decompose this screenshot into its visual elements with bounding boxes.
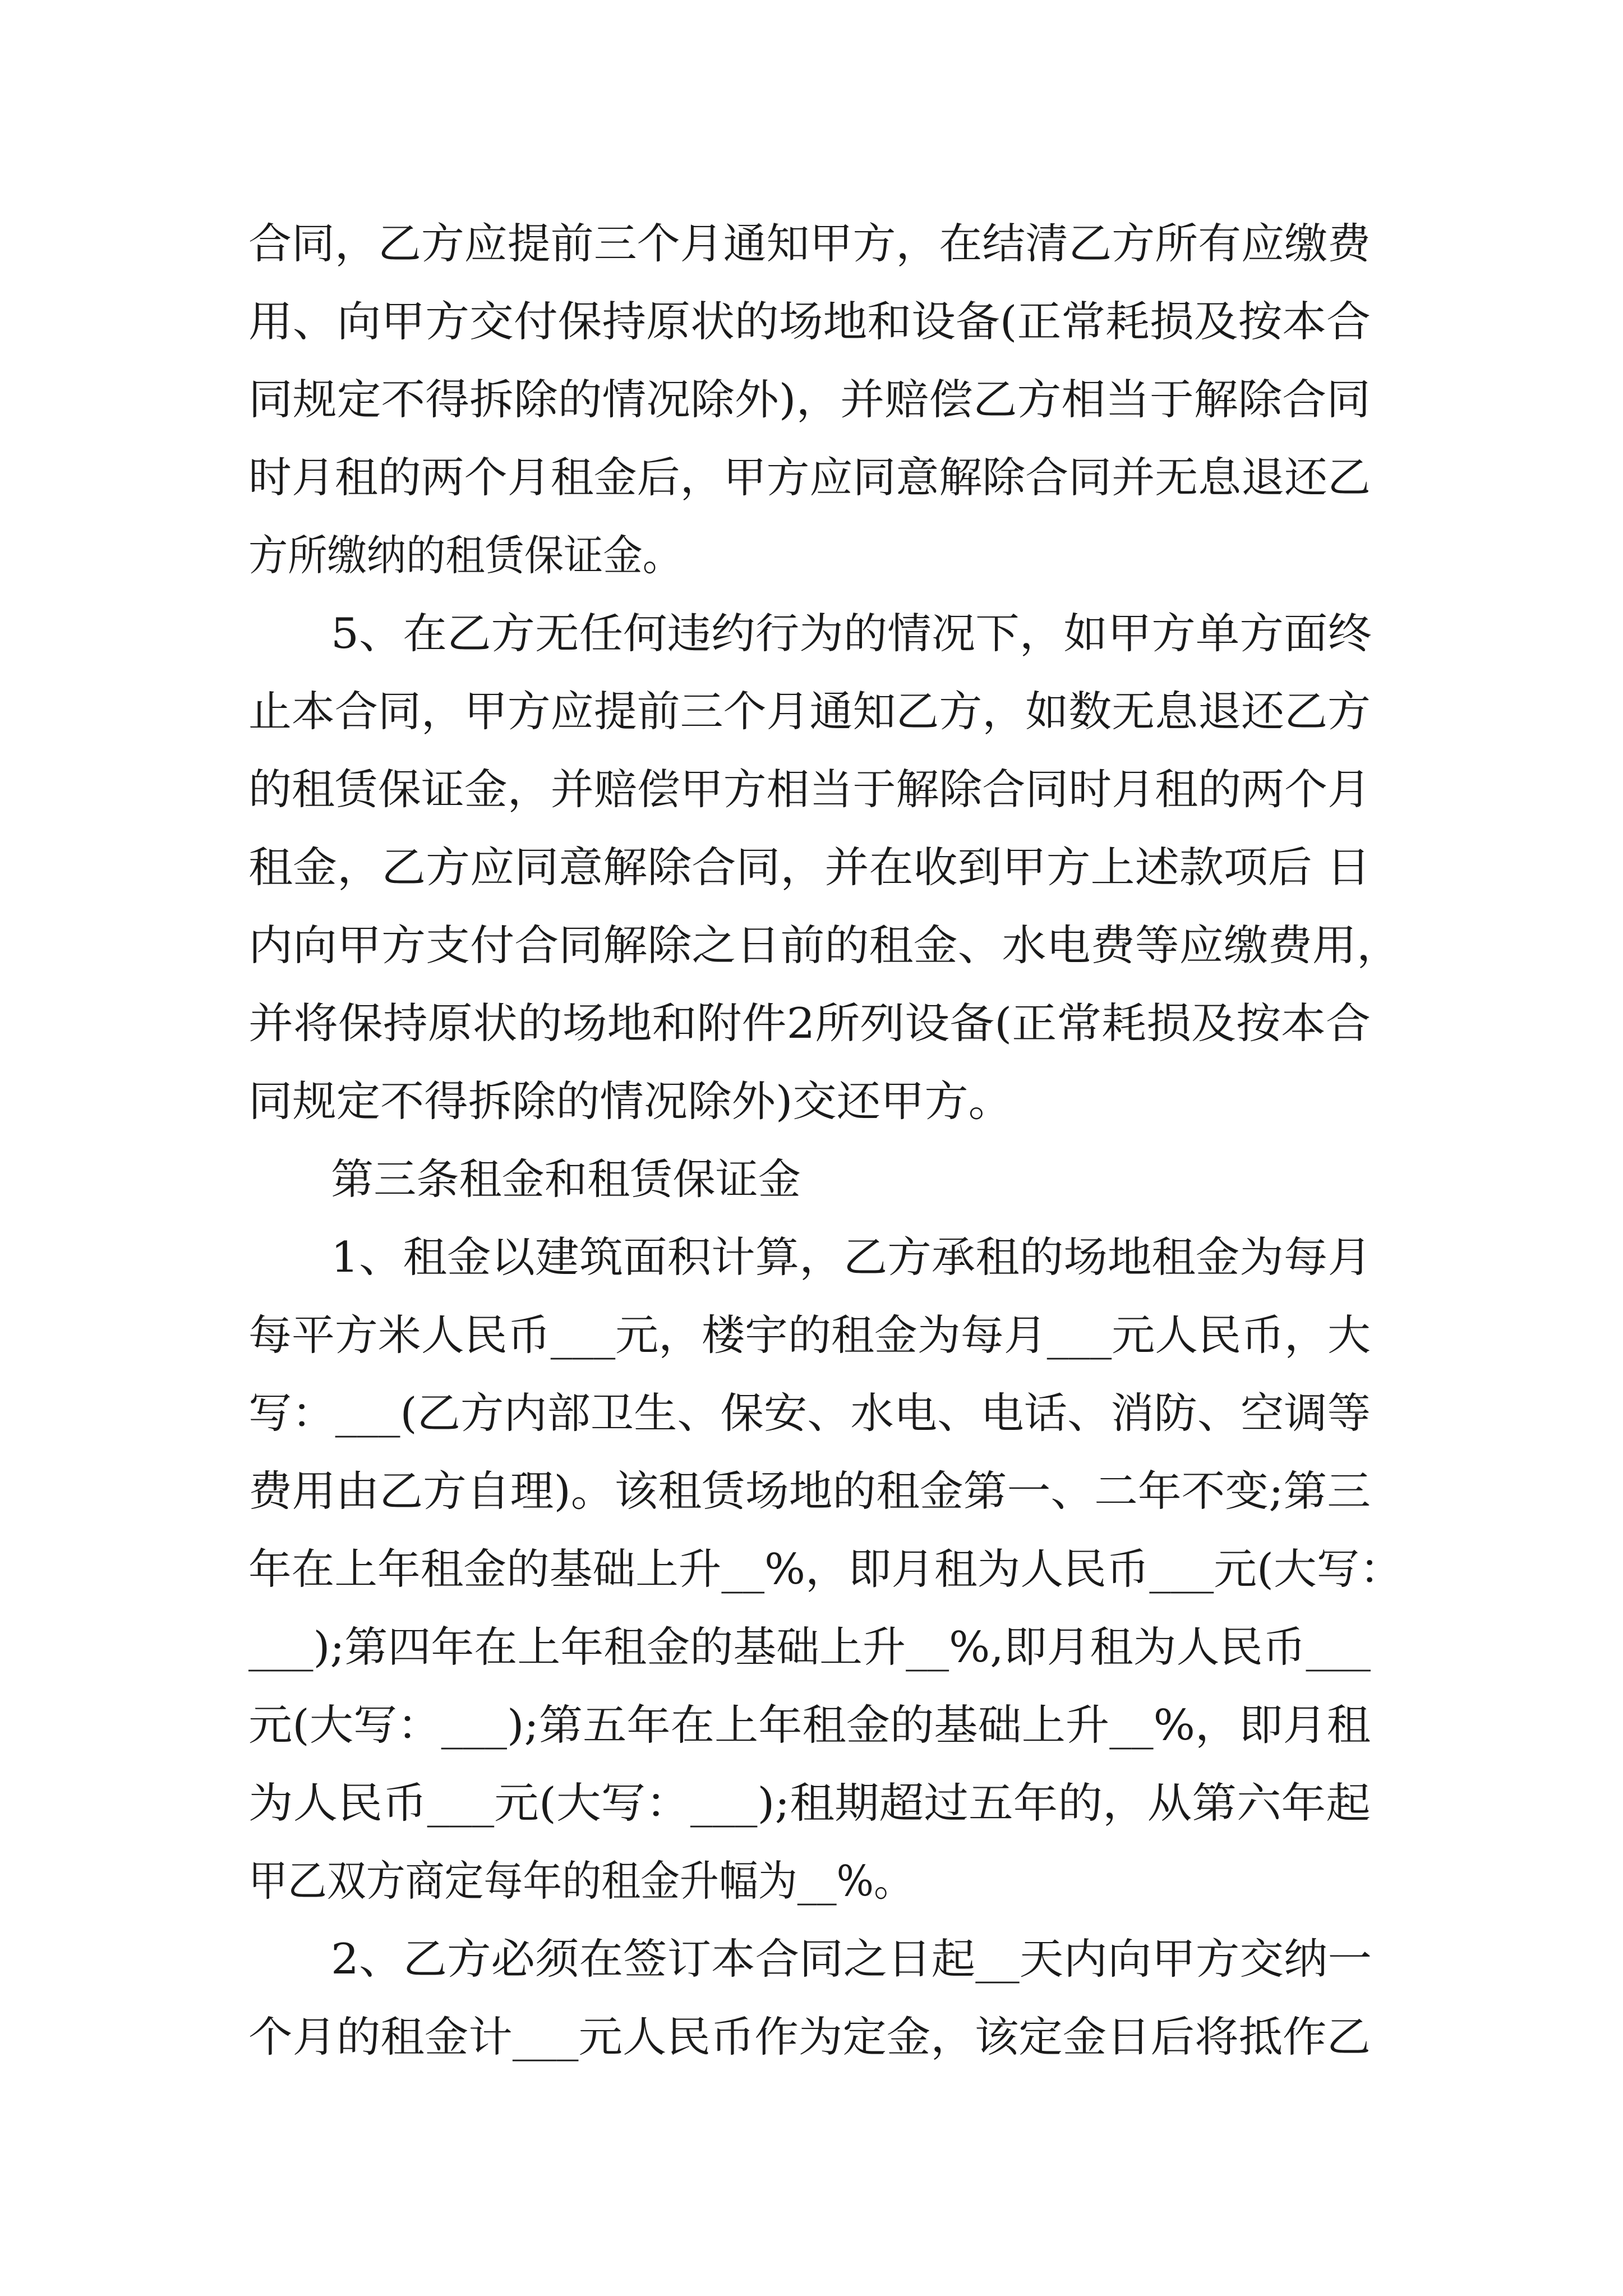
text-line: 内向甲方支付合同解除之日前的租金、水电费等应缴费用， (248, 921, 1401, 970)
text-line: 同规定不得拆除的情况除外)，并赔偿乙方相当于解除合同 (248, 375, 1371, 424)
text-line: 年在上年租金的基础上升__%，即月租为人民币___元(大写： (248, 1544, 1403, 1594)
text-line: 方所缴纳的租赁保证金。 (248, 531, 682, 580)
text-line: 2、乙方必须在签订本合同之日起__天内向甲方交纳一 (331, 1934, 1372, 1984)
text-line: ___);第四年在上年租金的基础上升__%,即月租为人民币___ (248, 1622, 1371, 1672)
text-line: 同规定不得拆除的情况除外)交还甲方。 (248, 1076, 1013, 1126)
text-line: 5、在乙方无任何违约行为的情况下，如甲方单方面终 (331, 609, 1372, 658)
text-line: 写：___(乙方内部卫生、保安、水电、电话、消防、空调等 (248, 1388, 1371, 1438)
text-line: 止本合同，甲方应提前三个月通知乙方，如数无息退还乙方 (248, 687, 1371, 736)
text-line: 费用由乙方自理)。该租赁场地的租金第一、二年不变;第三 (248, 1466, 1371, 1516)
text-line: 为人民币___元(大写：___);租期超过五年的，从第六年起 (248, 1778, 1371, 1828)
text-line: 合同，乙方应提前三个月通知甲方，在结清乙方所有应缴费 (248, 219, 1372, 268)
text-line: 用、向甲方交付保持原状的场地和设备(正常耗损及按本合 (248, 297, 1371, 346)
text-line: 时月租的两个月租金后，甲方应同意解除合同并无息退还乙 (248, 453, 1371, 502)
text-line: 租金，乙方应同意解除合同，并在收到甲方上述款项后 日 (248, 843, 1371, 892)
text-line: 每平方米人民币___元，楼宇的租金为每月___元人民币，大 (248, 1310, 1371, 1360)
text-line: 的租赁保证金，并赔偿甲方相当于解除合同时月租的两个月 (248, 765, 1371, 814)
text-line: 个月的租金计___元人民币作为定金，该定金日后将抵作乙 (248, 2012, 1371, 2062)
text-line: 并将保持原状的场地和附件2所列设备(正常耗损及按本合 (248, 999, 1371, 1048)
text-line: 元(大写：___);第五年在上年租金的基础上升__%，即月租 (248, 1700, 1371, 1750)
text-line: 1、租金以建筑面积计算，乙方承租的场地租金为每月 (331, 1232, 1372, 1282)
section-heading: 第三条租金和租赁保证金 (331, 1154, 801, 1204)
text-line: 甲乙双方商定每年的租金升幅为__%。 (248, 1856, 913, 1906)
